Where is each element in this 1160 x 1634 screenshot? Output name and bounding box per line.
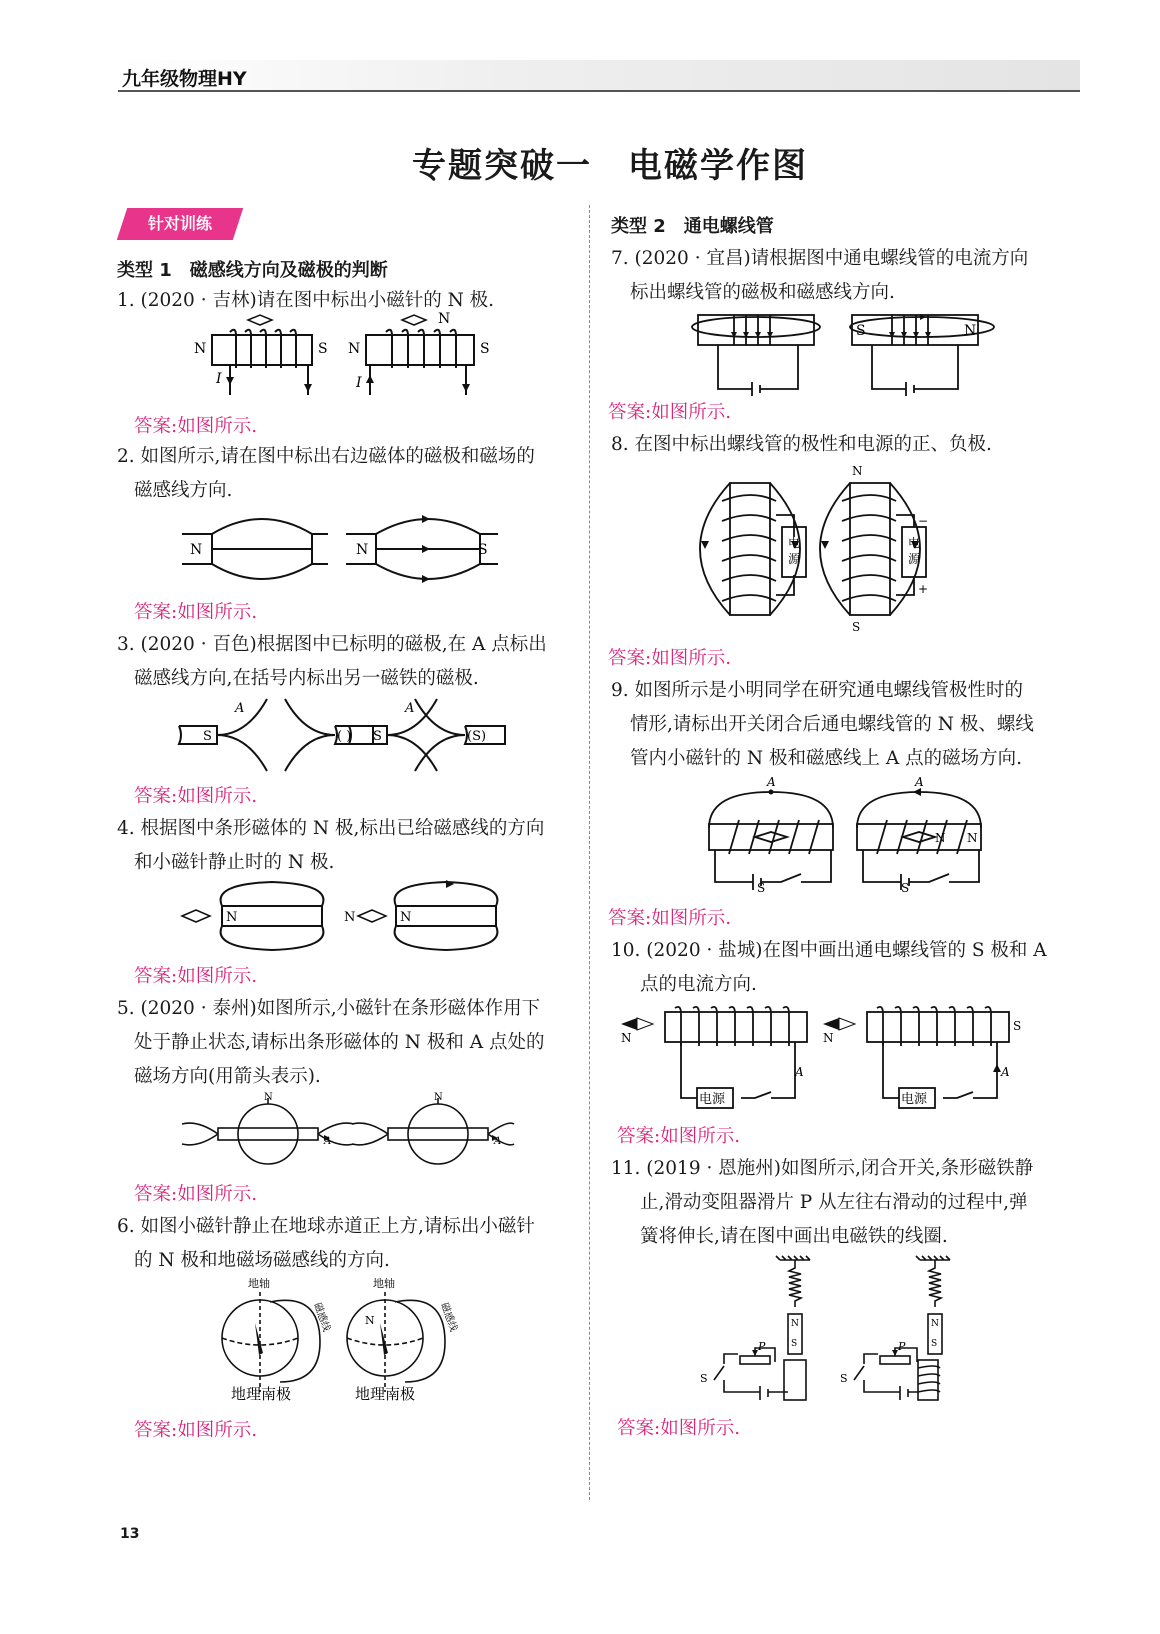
q10-answer: 答案:如图所示. bbox=[617, 1126, 741, 1147]
q2-figure bbox=[180, 512, 510, 587]
q6-figure bbox=[215, 1278, 475, 1403]
q5-answer: 答案:如图所示. bbox=[134, 1184, 258, 1205]
q9-line2: 情形,请标出开关闭合后通电螺线管的 N 极、螺线 bbox=[630, 714, 1034, 735]
q2-n-label-2: N bbox=[356, 542, 369, 558]
q6-answer: 答案:如图所示. bbox=[134, 1420, 258, 1441]
header-band bbox=[118, 60, 1080, 90]
q10-power-label: 电源 bbox=[699, 1092, 726, 1107]
q2-line1: 2. 如图所示,请在图中标出右边磁体的磁极和磁场的 bbox=[117, 446, 535, 467]
q4-n-label-2: N bbox=[400, 910, 412, 925]
q11-n-label: N bbox=[791, 1319, 799, 1329]
q5-n-label-2: N bbox=[434, 1092, 443, 1103]
q6-axis-label: 地轴 bbox=[248, 1277, 270, 1290]
q11-s-label-2: S bbox=[931, 1339, 938, 1349]
q10-power-label-2: 电源 bbox=[901, 1092, 928, 1107]
q9-switch-label: S bbox=[757, 881, 766, 895]
q4-line1: 4. 根据图中条形磁体的 N 极,标出已给磁感线的方向 bbox=[117, 818, 545, 839]
q2-n-label: N bbox=[190, 542, 203, 558]
page-title: 专题突破一 电磁学作图 bbox=[412, 146, 808, 186]
q9-a-label: A bbox=[767, 775, 776, 789]
q10-s-label: S bbox=[1013, 1019, 1022, 1033]
q4-answer: 答案:如图所示. bbox=[134, 966, 258, 987]
q11-switch-label-2: S bbox=[840, 1372, 848, 1385]
q11-line2: 止,滑动变阻器滑片 P 从左往右滑动的过程中,弹 bbox=[640, 1192, 1028, 1213]
q10-line2: 点的电流方向. bbox=[640, 974, 757, 995]
q6-pole-label: 地理南极 bbox=[231, 1385, 292, 1403]
q3-s-label-2: S bbox=[373, 729, 382, 744]
q3-s-label: S bbox=[203, 729, 212, 744]
q1-line1: 1. (2020 · 吉林)请在图中标出小磁针的 N 极. bbox=[117, 290, 495, 311]
q3-answer: 答案:如图所示. bbox=[134, 786, 258, 807]
q10-n-label: N bbox=[621, 1031, 632, 1045]
q8-minus-label: − bbox=[918, 514, 929, 528]
q8-n-label: N bbox=[852, 464, 863, 478]
q8-power-label-d: 源 bbox=[908, 552, 921, 566]
q8-power-label-b: 源 bbox=[788, 552, 801, 566]
q2-answer: 答案:如图所示. bbox=[134, 602, 258, 623]
q10-n-label-2: N bbox=[823, 1031, 834, 1045]
q7-n-label: N bbox=[964, 323, 977, 339]
q6-pole-label-2: 地理南极 bbox=[355, 1385, 416, 1403]
q2-line2: 磁感线方向. bbox=[134, 480, 233, 501]
q9-coil-n-label: N bbox=[967, 831, 978, 845]
q3-line1: 3. (2020 · 百色)根据图中已标明的磁极,在 A 点标出 bbox=[117, 634, 547, 655]
q7-line1: 7. (2020 · 宜昌)请根据图中通电螺线管的电流方向 bbox=[611, 248, 1029, 269]
q9-a-label-2: A bbox=[915, 775, 924, 789]
q1-n-label-2: N bbox=[348, 341, 361, 357]
q1-current-label: I bbox=[216, 371, 222, 387]
q5-figure bbox=[180, 1092, 515, 1176]
q1-s-label-2: S bbox=[480, 341, 490, 357]
q1-s-label: S bbox=[318, 341, 328, 357]
q5-line3: 磁场方向(用箭头表示). bbox=[134, 1066, 321, 1087]
q8-line1: 8. 在图中标出螺线管的极性和电源的正、负极. bbox=[611, 434, 992, 455]
q9-switch-label-2: S bbox=[901, 881, 910, 895]
q6-n-label: N bbox=[365, 1314, 375, 1327]
q1-answer: 答案:如图所示. bbox=[134, 416, 258, 437]
q11-figure bbox=[700, 1256, 960, 1406]
q3-blank-label: ( ) bbox=[337, 729, 352, 744]
q5-line1: 5. (2020 · 泰州)如图所示,小磁针在条形磁体作用下 bbox=[117, 998, 541, 1019]
q3-line2: 磁感线方向,在括号内标出另一磁铁的磁极. bbox=[134, 668, 479, 689]
q10-figure bbox=[615, 1006, 1035, 1116]
q6-field-label-2: 磁感线 bbox=[438, 1301, 459, 1334]
q11-n-label-2: N bbox=[931, 1319, 939, 1329]
header-rule bbox=[118, 90, 1080, 92]
q10-line1: 10. (2020 · 盐城)在图中画出通电螺线管的 S 极和 A bbox=[611, 940, 1047, 961]
q5-line2: 处于静止状态,请标出条形磁体的 N 极和 A 点处的 bbox=[134, 1032, 545, 1053]
q11-s-label: S bbox=[791, 1339, 798, 1349]
q8-power-label-a: 电 bbox=[788, 536, 801, 550]
q5-n-label: N bbox=[264, 1092, 273, 1103]
q11-answer: 答案:如图所示. bbox=[617, 1418, 741, 1439]
q11-line1: 11. (2019 · 恩施州)如图所示,闭合开关,条形磁铁静 bbox=[611, 1158, 1034, 1179]
q10-a-label: A bbox=[795, 1065, 804, 1079]
q9-figure bbox=[705, 776, 995, 894]
q11-p-label-2: P bbox=[898, 1340, 906, 1353]
q10-a-label-2: A bbox=[1001, 1065, 1010, 1079]
q8-answer: 答案:如图所示. bbox=[608, 648, 732, 669]
q1-figure bbox=[190, 311, 510, 405]
q7-answer: 答案:如图所示. bbox=[608, 402, 732, 423]
q4-line2: 和小磁针静止时的 N 极. bbox=[134, 852, 335, 873]
q8-s-label: S bbox=[852, 620, 861, 634]
q6-line2: 的 N 极和地磁场磁感线的方向. bbox=[134, 1250, 390, 1271]
q5-a-label: A bbox=[324, 1136, 332, 1147]
q1-needle-n-label: N bbox=[438, 311, 451, 327]
q4-n-label: N bbox=[226, 910, 238, 925]
q11-switch-label: S bbox=[700, 1372, 708, 1385]
q3-figure bbox=[175, 698, 515, 776]
q3-s-paren-label: (S) bbox=[467, 729, 487, 744]
header-title: 九年级物理HY bbox=[122, 68, 247, 90]
page-number: 13 bbox=[120, 1526, 140, 1542]
q9-line1: 9. 如图所示是小明同学在研究通电螺线管极性时的 bbox=[611, 680, 1024, 701]
column-divider bbox=[589, 205, 590, 1500]
q4-figure bbox=[178, 880, 518, 955]
q5-a-label-2: A bbox=[494, 1136, 502, 1147]
q8-plus-label: + bbox=[918, 582, 929, 596]
q11-line3: 簧将伸长,请在图中画出电磁铁的线圈. bbox=[640, 1226, 948, 1247]
q9-needle-n-label: N bbox=[935, 831, 946, 845]
q6-field-label: 磁感线 bbox=[311, 1301, 332, 1334]
q1-n-label: N bbox=[194, 341, 207, 357]
badge-text: 针对训练 bbox=[147, 214, 212, 233]
training-badge bbox=[122, 208, 238, 240]
q6-axis-label-2: 地轴 bbox=[373, 1277, 395, 1290]
q2-s-label: S bbox=[478, 542, 488, 558]
type1-heading: 类型 1 磁感线方向及磁极的判断 bbox=[117, 260, 388, 281]
q7-line2: 标出螺线管的磁极和磁感线方向. bbox=[630, 282, 895, 303]
q1-current-label-2: I bbox=[356, 375, 362, 391]
q9-answer: 答案:如图所示. bbox=[608, 908, 732, 929]
q4-needle-n-label: N bbox=[344, 910, 356, 925]
q11-p-label: P bbox=[758, 1340, 766, 1353]
q7-s-label: S bbox=[856, 323, 866, 339]
q7-figure bbox=[694, 310, 1004, 395]
q3-a-label: A bbox=[235, 701, 245, 716]
q3-a-label-2: A bbox=[405, 701, 415, 716]
q8-figure bbox=[700, 465, 940, 635]
q6-line1: 6. 如图小磁针静止在地球赤道正上方,请标出小磁针 bbox=[117, 1216, 535, 1237]
q9-line3: 管内小磁针的 N 极和磁感线上 A 点的磁场方向. bbox=[630, 748, 1022, 769]
q8-power-label-c: 电 bbox=[908, 536, 921, 550]
type2-heading: 类型 2 通电螺线管 bbox=[611, 216, 774, 237]
